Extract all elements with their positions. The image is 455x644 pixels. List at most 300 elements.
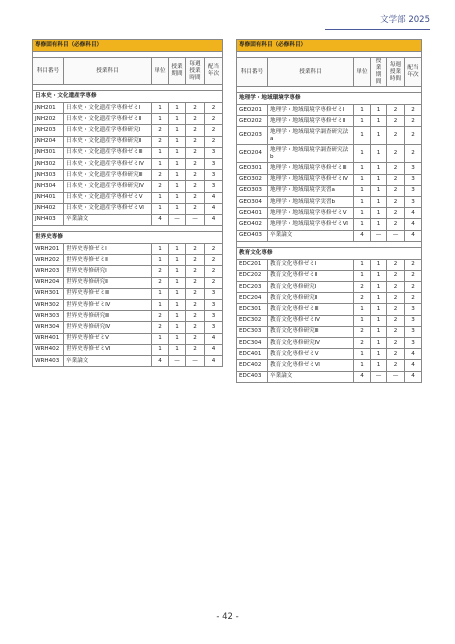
course-name-cell: 世界史専修ゼミⅡ	[64, 255, 152, 266]
weekly-hours-cell: 2	[186, 277, 205, 288]
course-name-cell: 地理学・地域環境学専修ゼミⅥ	[268, 219, 354, 230]
periods-cell: —	[371, 371, 387, 382]
weekly-hours-cell: 2	[387, 196, 405, 207]
weekly-hours-cell: —	[387, 230, 405, 241]
course-name-cell: 教育文化専修ゼミⅢ	[268, 304, 354, 315]
table-row	[237, 185, 422, 196]
weekly-hours-cell: 2	[186, 244, 205, 255]
course-name-cell: 地理学・地域環境学実習b	[268, 196, 354, 207]
course-code-cell: GEO402	[237, 219, 268, 230]
weekly-hours-cell: 2	[186, 311, 205, 322]
units-cell: 2	[152, 311, 169, 322]
table-row	[237, 315, 422, 326]
column-header-code: 科目番号	[237, 58, 268, 87]
course-code-cell: WRH402	[33, 344, 64, 355]
weekly-hours-cell: 2	[186, 333, 205, 344]
course-code-cell: WRH401	[33, 333, 64, 344]
table-row	[33, 158, 223, 169]
table-row	[33, 170, 223, 181]
periods-cell: 1	[169, 114, 186, 125]
table-row	[33, 344, 223, 355]
units-cell: 1	[354, 185, 371, 196]
year-cell: 2	[405, 259, 422, 270]
weekly-hours-cell: 2	[186, 266, 205, 277]
table-row	[33, 300, 223, 311]
weekly-hours-cell: 2	[186, 125, 205, 136]
column-header-periods: 授業 期間	[371, 58, 387, 87]
course-code-cell: EDC304	[237, 338, 268, 349]
course-code-cell: GEO204	[237, 145, 268, 163]
course-code-cell: JNH402	[33, 203, 64, 214]
course-code-cell: EDC402	[237, 360, 268, 371]
year-cell: 2	[405, 270, 422, 281]
course-name-cell: 日本史・文化遺産学専修研究Ⅳ	[64, 181, 152, 192]
table-row	[237, 293, 422, 304]
course-code-cell: WRH302	[33, 300, 64, 311]
course-name-cell: 教育文化専修ゼミⅡ	[268, 270, 354, 281]
weekly-hours-cell: 2	[186, 158, 205, 169]
units-cell: 2	[152, 277, 169, 288]
course-name-cell: 教育文化専修研究Ⅲ	[268, 326, 354, 337]
table-row	[33, 333, 223, 344]
periods-cell: 1	[371, 219, 387, 230]
table-row	[237, 270, 422, 281]
course-code-cell: JNH301	[33, 147, 64, 158]
column-header-weekly: 毎週 授業 時間	[387, 58, 405, 87]
periods-cell: 1	[371, 127, 387, 145]
units-cell: 1	[152, 147, 169, 158]
periods-cell: 1	[169, 300, 186, 311]
course-code-cell: JNH203	[33, 125, 64, 136]
weekly-hours-cell: 2	[186, 136, 205, 147]
units-cell: 1	[354, 163, 371, 174]
course-name-cell: 世界史専修ゼミⅢ	[64, 288, 152, 299]
year-cell: 4	[405, 371, 422, 382]
periods-cell: 1	[371, 349, 387, 360]
year-cell: 3	[205, 181, 223, 192]
periods-cell: 1	[169, 266, 186, 277]
course-code-cell: EDC302	[237, 315, 268, 326]
course-name-cell: 卒業論文	[268, 230, 354, 241]
course-name-cell: 卒業論文	[268, 371, 354, 382]
table-row	[237, 116, 422, 127]
course-name-cell: 地理学・地域環境学専修ゼミⅡ	[268, 116, 354, 127]
units-cell: 2	[354, 282, 371, 293]
course-code-cell: JNH401	[33, 192, 64, 203]
course-name-cell: 世界史専修ゼミⅥ	[64, 344, 152, 355]
periods-cell: —	[169, 355, 186, 366]
weekly-hours-cell: 2	[186, 300, 205, 311]
table-row	[237, 105, 422, 116]
year-cell: 4	[205, 203, 223, 214]
table-row	[33, 266, 223, 277]
course-name-cell: 教育文化専修ゼミⅤ	[268, 349, 354, 360]
year-cell: 2	[405, 105, 422, 116]
course-code-cell: GEO401	[237, 208, 268, 219]
weekly-hours-cell: 2	[387, 304, 405, 315]
weekly-hours-cell: —	[387, 371, 405, 382]
table-row	[237, 127, 422, 145]
course-name-cell: 世界史専修ゼミⅣ	[64, 300, 152, 311]
periods-cell: 1	[169, 244, 186, 255]
units-cell: 1	[354, 127, 371, 145]
year-cell: 2	[405, 116, 422, 127]
year-cell: 2	[205, 266, 223, 277]
periods-cell: 1	[169, 255, 186, 266]
section-heading: 教育文化専修	[237, 247, 422, 259]
table-row	[237, 360, 422, 371]
periods-cell: 1	[371, 174, 387, 185]
periods-cell: 1	[371, 270, 387, 281]
course-name-cell: 地理学・地域環境学専修ゼミⅣ	[268, 174, 354, 185]
section-heading: 世界史専修	[33, 232, 223, 244]
year-cell: 2	[205, 125, 223, 136]
periods-cell: 1	[169, 277, 186, 288]
course-code-cell: GEO302	[237, 174, 268, 185]
year-cell: 2	[205, 277, 223, 288]
table-row	[33, 244, 223, 255]
year-cell: 3	[205, 147, 223, 158]
table-title: 専修固有科目（必修科目）	[237, 40, 422, 52]
table-row	[237, 145, 422, 163]
table-row	[237, 259, 422, 270]
periods-cell: 1	[169, 103, 186, 114]
weekly-hours-cell: 2	[186, 203, 205, 214]
table-row	[237, 282, 422, 293]
course-code-cell: JNH302	[33, 158, 64, 169]
course-code-cell: WRH203	[33, 266, 64, 277]
year-cell: 4	[405, 360, 422, 371]
course-code-cell: WRH304	[33, 322, 64, 333]
table-row	[33, 203, 223, 214]
units-cell: 1	[152, 333, 169, 344]
year-cell: 4	[405, 219, 422, 230]
units-cell: 1	[354, 360, 371, 371]
table-row	[237, 371, 422, 382]
periods-cell: 1	[169, 333, 186, 344]
course-code-cell: EDC301	[237, 304, 268, 315]
column-header-subject: 授業科目	[268, 58, 354, 87]
periods-cell: 1	[371, 304, 387, 315]
course-name-cell: 教育文化専修研究Ⅱ	[268, 293, 354, 304]
course-code-cell: EDC403	[237, 371, 268, 382]
table-row	[33, 147, 223, 158]
units-cell: 1	[354, 174, 371, 185]
course-table	[236, 39, 422, 383]
course-code-cell: EDC303	[237, 326, 268, 337]
units-cell: 1	[354, 304, 371, 315]
weekly-hours-cell: 2	[387, 315, 405, 326]
course-code-cell: GEO304	[237, 196, 268, 207]
periods-cell: 1	[169, 170, 186, 181]
periods-cell: 1	[169, 288, 186, 299]
units-cell: 1	[354, 116, 371, 127]
course-name-cell: 日本史・文化遺産学専修研究Ⅰ	[64, 125, 152, 136]
course-name-cell: 地理学・地域環境学調査研究法b	[268, 145, 354, 163]
weekly-hours-cell: —	[186, 355, 205, 366]
units-cell: 4	[152, 355, 169, 366]
course-code-cell: WRH403	[33, 355, 64, 366]
course-code-cell: WRH202	[33, 255, 64, 266]
year-cell: 2	[405, 282, 422, 293]
year-cell: 3	[205, 158, 223, 169]
course-code-cell: EDC202	[237, 270, 268, 281]
weekly-hours-cell: 2	[186, 114, 205, 125]
course-code-cell: JNH403	[33, 214, 64, 225]
units-cell: 1	[152, 192, 169, 203]
course-code-cell: WRH303	[33, 311, 64, 322]
course-code-cell: JNH201	[33, 103, 64, 114]
table-row	[237, 196, 422, 207]
course-code-cell: JNH304	[33, 181, 64, 192]
course-code-cell: JNH202	[33, 114, 64, 125]
course-code-cell: GEO203	[237, 127, 268, 145]
periods-cell: 1	[371, 145, 387, 163]
course-code-cell: EDC204	[237, 293, 268, 304]
units-cell: 2	[152, 181, 169, 192]
year-cell: 4	[405, 208, 422, 219]
units-cell: 1	[152, 203, 169, 214]
periods-cell: —	[169, 214, 186, 225]
course-table	[32, 39, 223, 367]
year-cell: 3	[205, 170, 223, 181]
course-name-cell: 教育文化専修ゼミⅥ	[268, 360, 354, 371]
units-cell: 1	[152, 288, 169, 299]
periods-cell: 1	[169, 147, 186, 158]
column-header-units: 単位	[152, 58, 169, 85]
course-name-cell: 地理学・地域環境学専修ゼミⅠ	[268, 105, 354, 116]
units-cell: 1	[354, 270, 371, 281]
course-code-cell: WRH301	[33, 288, 64, 299]
table-row	[33, 114, 223, 125]
periods-cell: 1	[371, 282, 387, 293]
weekly-hours-cell: 2	[387, 270, 405, 281]
course-code-cell: JNH303	[33, 170, 64, 181]
course-name-cell: 卒業論文	[64, 214, 152, 225]
course-name-cell: 卒業論文	[64, 355, 152, 366]
year-cell: 2	[205, 244, 223, 255]
weekly-hours-cell: 2	[387, 338, 405, 349]
year-cell: 2	[205, 114, 223, 125]
units-cell: 1	[354, 105, 371, 116]
year-cell: 2	[205, 136, 223, 147]
year-cell: 4	[205, 214, 223, 225]
units-cell: 1	[354, 219, 371, 230]
course-name-cell: 世界史専修研究Ⅲ	[64, 311, 152, 322]
course-code-cell: GEO201	[237, 105, 268, 116]
table-row	[237, 230, 422, 241]
periods-cell: 1	[169, 311, 186, 322]
course-name-cell: 教育文化専修研究Ⅳ	[268, 338, 354, 349]
table-row	[237, 338, 422, 349]
course-code-cell: GEO403	[237, 230, 268, 241]
units-cell: 1	[354, 196, 371, 207]
units-cell: 1	[354, 349, 371, 360]
periods-cell: 1	[371, 326, 387, 337]
table-row	[33, 125, 223, 136]
column-header-units: 単位	[354, 58, 371, 87]
table-row	[33, 103, 223, 114]
year-cell: 2	[205, 103, 223, 114]
units-cell: 4	[152, 214, 169, 225]
weekly-hours-cell: 2	[387, 127, 405, 145]
course-name-cell: 教育文化専修ゼミⅠ	[268, 259, 354, 270]
year-cell: 4	[405, 349, 422, 360]
column-header-weekly: 毎週 授業 時間	[186, 58, 205, 85]
periods-cell: 1	[169, 125, 186, 136]
course-name-cell: 地理学・地域環境学専修ゼミⅤ	[268, 208, 354, 219]
page-header-title: 文学部 2025	[325, 12, 430, 30]
units-cell: 2	[152, 170, 169, 181]
table-row	[237, 163, 422, 174]
periods-cell: —	[371, 230, 387, 241]
units-cell: 4	[354, 230, 371, 241]
section-heading: 日本史・文化遺産学専修	[33, 91, 223, 103]
units-cell: 1	[354, 145, 371, 163]
units-cell: 4	[354, 371, 371, 382]
units-cell: 1	[152, 158, 169, 169]
year-cell: 3	[405, 315, 422, 326]
periods-cell: 1	[371, 105, 387, 116]
year-cell: 3	[405, 196, 422, 207]
course-name-cell: 日本史・文化遺産学専修研究Ⅲ	[64, 170, 152, 181]
table-row	[237, 304, 422, 315]
weekly-hours-cell: 2	[387, 293, 405, 304]
course-name-cell: 日本史・文化遺産学専修研究Ⅱ	[64, 136, 152, 147]
weekly-hours-cell: 2	[387, 145, 405, 163]
periods-cell: 1	[371, 360, 387, 371]
units-cell: 1	[152, 114, 169, 125]
weekly-hours-cell: 2	[387, 259, 405, 270]
course-name-cell: 日本史・文化遺産学専修ゼミⅥ	[64, 203, 152, 214]
weekly-hours-cell: 2	[387, 282, 405, 293]
year-cell: 4	[205, 355, 223, 366]
periods-cell: 1	[169, 344, 186, 355]
weekly-hours-cell: 2	[186, 344, 205, 355]
table-row	[33, 311, 223, 322]
table-row	[237, 174, 422, 185]
course-name-cell: 日本史・文化遺産学専修ゼミⅢ	[64, 147, 152, 158]
periods-cell: 1	[371, 196, 387, 207]
units-cell: 1	[152, 344, 169, 355]
year-cell: 3	[205, 300, 223, 311]
course-code-cell: GEO303	[237, 185, 268, 196]
weekly-hours-cell: 2	[186, 103, 205, 114]
left-course-table	[32, 39, 222, 367]
periods-cell: 1	[371, 163, 387, 174]
table-title: 専修固有科目（必修科目）	[33, 40, 223, 52]
units-cell: 2	[152, 136, 169, 147]
course-name-cell: 地理学・地域環境学実習a	[268, 185, 354, 196]
year-cell: 3	[405, 304, 422, 315]
weekly-hours-cell: 2	[186, 170, 205, 181]
year-cell: 3	[405, 185, 422, 196]
course-code-cell: WRH204	[33, 277, 64, 288]
periods-cell: 1	[169, 203, 186, 214]
periods-cell: 1	[371, 338, 387, 349]
course-code-cell: GEO202	[237, 116, 268, 127]
weekly-hours-cell: 2	[186, 192, 205, 203]
course-code-cell: EDC203	[237, 282, 268, 293]
year-cell: 3	[205, 288, 223, 299]
course-name-cell: 日本史・文化遺産学専修ゼミⅣ	[64, 158, 152, 169]
units-cell: 1	[152, 103, 169, 114]
periods-cell: 1	[371, 315, 387, 326]
weekly-hours-cell: 2	[387, 349, 405, 360]
table-row	[33, 136, 223, 147]
table-row	[33, 214, 223, 225]
weekly-hours-cell: 2	[387, 174, 405, 185]
table-row	[237, 326, 422, 337]
table-row	[33, 192, 223, 203]
year-cell: 4	[405, 230, 422, 241]
periods-cell: 1	[169, 322, 186, 333]
course-name-cell: 世界史専修研究Ⅱ	[64, 277, 152, 288]
course-name-cell: 日本史・文化遺産学専修ゼミⅡ	[64, 114, 152, 125]
table-row	[33, 181, 223, 192]
units-cell: 2	[354, 293, 371, 304]
column-header-periods: 授業 期間	[169, 58, 186, 85]
year-cell: 3	[405, 174, 422, 185]
weekly-hours-cell: 2	[387, 105, 405, 116]
periods-cell: 1	[371, 208, 387, 219]
table-row	[33, 322, 223, 333]
periods-cell: 1	[169, 192, 186, 203]
table-row	[237, 349, 422, 360]
periods-cell: 1	[169, 136, 186, 147]
weekly-hours-cell: 2	[387, 208, 405, 219]
course-code-cell: JNH204	[33, 136, 64, 147]
course-code-cell: WRH201	[33, 244, 64, 255]
course-code-cell: EDC201	[237, 259, 268, 270]
year-cell: 4	[205, 344, 223, 355]
periods-cell: 1	[169, 158, 186, 169]
weekly-hours-cell: 2	[387, 116, 405, 127]
column-header-year: 配当 年次	[405, 58, 422, 87]
table-row	[33, 288, 223, 299]
periods-cell: 1	[371, 185, 387, 196]
units-cell: 1	[354, 208, 371, 219]
periods-cell: 1	[169, 181, 186, 192]
weekly-hours-cell: 2	[186, 181, 205, 192]
course-name-cell: 世界史専修ゼミⅤ	[64, 333, 152, 344]
year-cell: 4	[205, 192, 223, 203]
weekly-hours-cell: 2	[186, 322, 205, 333]
year-cell: 3	[405, 163, 422, 174]
course-name-cell: 日本史・文化遺産学専修ゼミⅤ	[64, 192, 152, 203]
year-cell: 4	[205, 333, 223, 344]
weekly-hours-cell: 2	[387, 326, 405, 337]
year-cell: 2	[405, 145, 422, 163]
year-cell: 2	[205, 255, 223, 266]
year-cell: 3	[205, 322, 223, 333]
course-name-cell: 世界史専修ゼミⅠ	[64, 244, 152, 255]
weekly-hours-cell: 2	[387, 163, 405, 174]
year-cell: 3	[405, 338, 422, 349]
units-cell: 1	[152, 255, 169, 266]
weekly-hours-cell: 2	[387, 360, 405, 371]
table-row	[237, 219, 422, 230]
section-heading: 地理学・地域環境学専修	[237, 93, 422, 105]
column-header-year: 配当 年次	[205, 58, 223, 85]
course-name-cell: 教育文化専修研究Ⅰ	[268, 282, 354, 293]
course-name-cell: 日本史・文化遺産学専修ゼミⅠ	[64, 103, 152, 114]
column-header-code: 科目番号	[33, 58, 64, 85]
page-number: - 42 -	[216, 612, 239, 622]
units-cell: 2	[354, 326, 371, 337]
units-cell: 2	[354, 338, 371, 349]
periods-cell: 1	[371, 259, 387, 270]
